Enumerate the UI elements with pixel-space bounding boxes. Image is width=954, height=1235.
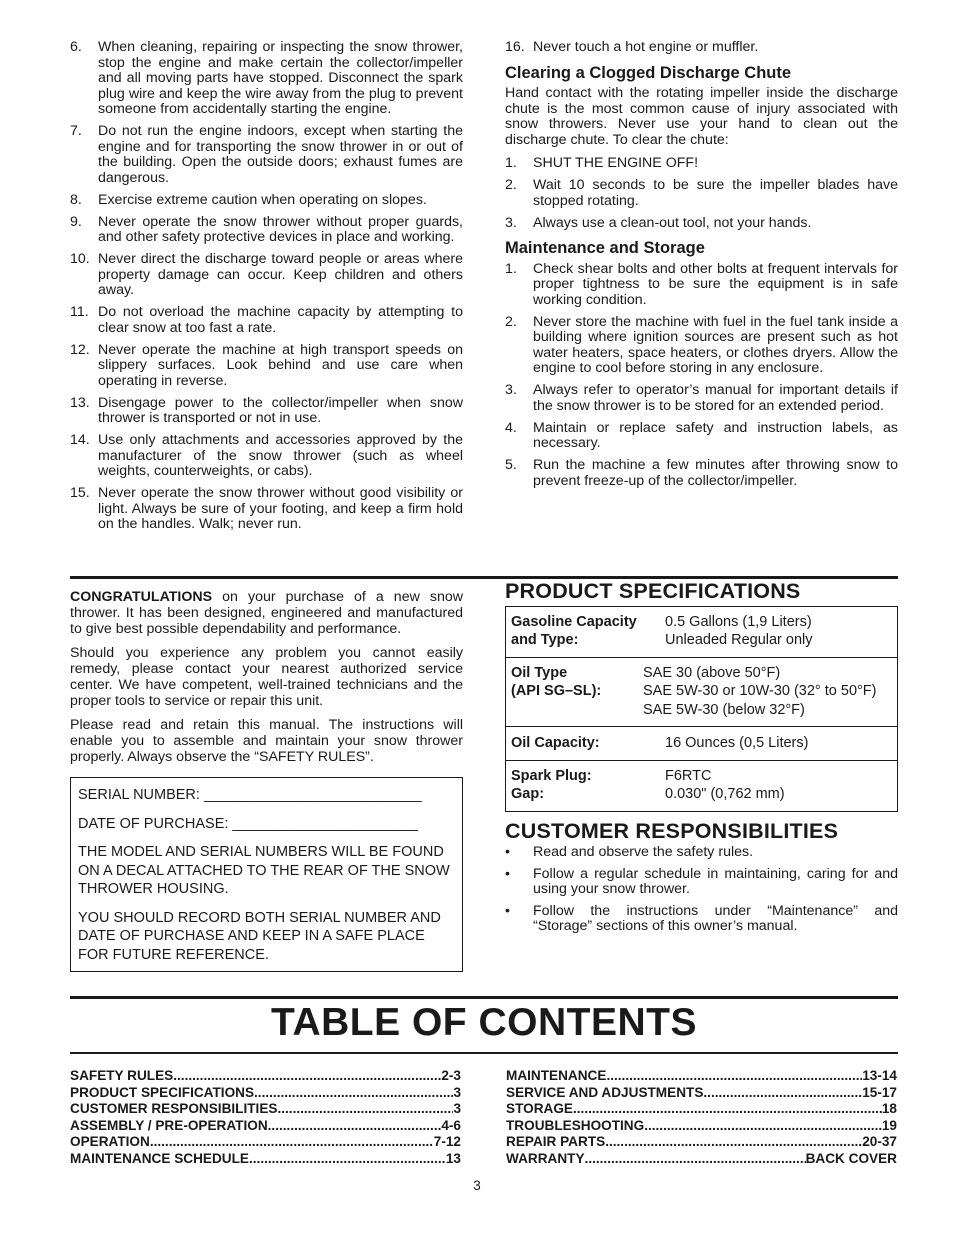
toc-entry-label: CUSTOMER RESPONSIBILITIES (70, 1101, 278, 1116)
spec-label-line: Spark Plug: (511, 767, 592, 784)
toc-entry-page: 13-14 (862, 1068, 897, 1083)
rule-text: Exercise extreme caution when operating on slopes. (98, 191, 427, 208)
spec-label-line: Oil Type (511, 664, 568, 681)
storage-step (505, 383, 898, 414)
step-text: Always refer to operator’s manual for important details if the snow thrower is to be stored for an extended period. (533, 382, 898, 414)
toc-entry-label: MAINTENANCE SCHEDULE (70, 1150, 249, 1166)
step-text: Maintain or replace safety and instruction labels, as necessary. (533, 419, 898, 451)
toc-entry-label: REPAIR PARTS (506, 1134, 606, 1149)
step-text: SHUT THE ENGINE OFF! (533, 155, 699, 171)
bullet-icon: • (505, 865, 510, 882)
list-item-text: Follow a regular schedule in maintaining, caring for and using your snow thrower. (533, 865, 898, 897)
responsibilities-list (505, 845, 898, 935)
toc-entry[interactable] (506, 1085, 897, 1102)
spec-value-line: SAE 30 (above 50°F) (643, 664, 781, 681)
toc-leader (644, 1118, 882, 1135)
record-box (70, 777, 463, 972)
safety-rule-6 (70, 40, 463, 118)
list-item-text: Read and observe the safety rules. (533, 844, 754, 860)
storage-step (505, 421, 898, 452)
toc-entry-page: 7-12 (433, 1134, 461, 1149)
congrats-paragraph (70, 589, 463, 637)
toc-leader (703, 1085, 862, 1102)
safety-rules-right (505, 40, 898, 496)
step-text: Never store the machine with fuel in the fuel tank inside a building where ignition sources are present such as hot water heaters, space heaters, or clothes dryers. Allow the engine to cool before storing in any enclosure. (533, 313, 898, 376)
service-paragraph: Should you experience any problem you cannot easily remedy, please contact your nearest authorized service center. We have competent, well-trained technicians and the proper tools to service or repair this unit. (70, 645, 463, 709)
rule-text: Never touch a hot engine or muffler. (533, 39, 759, 55)
step-number: 1. (505, 260, 517, 277)
step-number: 3. (505, 382, 517, 398)
toc-entry[interactable] (506, 1068, 897, 1085)
step-text: Check shear bolts and other bolts at frequent intervals for proper tightness to be sure the equipment is in safe working condition. (533, 260, 898, 308)
rule-text: When cleaning, repairing or inspecting the snow thrower, stop the engine and make certain the collector/impeller and all moving parts have stopped. Disconnect the spark plug wire and keep the wire away from the plug to prevent someone from accidentally starting the engine. (98, 39, 463, 117)
spec-value-line: F6RTC (665, 767, 712, 784)
toc-leader (606, 1068, 862, 1085)
rule-number: 13. (70, 394, 90, 411)
safety-rule-16 (505, 40, 898, 56)
safety-rule-15 (70, 486, 463, 533)
specs-section (505, 579, 898, 941)
toc-leader (173, 1068, 441, 1085)
toc-entry[interactable] (70, 1068, 461, 1085)
toc-right-column (506, 1068, 897, 1167)
toc-leader (277, 1101, 453, 1118)
toc-leader (585, 1151, 806, 1168)
safety-rule-14 (70, 433, 463, 480)
toc-entry[interactable] (506, 1118, 897, 1135)
toc-entry-page: BACK COVER (805, 1150, 897, 1166)
step-text: Wait 10 seconds to be sure the impeller blades have stopped rotating. (533, 177, 898, 209)
list-item (505, 845, 898, 861)
toc-entry[interactable] (506, 1134, 897, 1151)
storage-heading: Maintenance and Storage (505, 239, 705, 257)
rule-number: 14. (70, 432, 90, 448)
chute-intro: Hand contact with the rotating impeller inside the discharge chute is the most common cause of injury associated with snow throwers. Never use your hand to clean out the discharge chute. To clear the chute: (505, 85, 898, 148)
section-divider (70, 1052, 898, 1054)
spec-label (511, 664, 643, 720)
rule-number: 7. (70, 123, 82, 139)
chute-step (505, 216, 898, 232)
toc-entry[interactable] (70, 1134, 461, 1151)
record-reminder-note: YOU SHOULD RECORD BOTH SERIAL NUMBER AND DATE OF PURCHASE AND KEEP IN A SAFE PLACE FOR FUTURE REFERENCE. (78, 909, 441, 963)
rule-text: Never operate the snow thrower without proper guards, and other safety protective devices in place and working. (98, 213, 463, 245)
spec-label (511, 613, 665, 650)
spec-value: 16 Ounces (0,5 Liters) (665, 735, 809, 751)
toc-entry-label: OPERATION (70, 1134, 150, 1149)
step-number: 5. (505, 457, 517, 473)
toc-entry-label: SAFETY RULES (70, 1068, 174, 1083)
toc-entry-label: TROUBLESHOOTING (506, 1117, 645, 1133)
congrats-text: on your purchase of a new snow thrower. It has been designed, engineered and manufactured to give best possible dependability and performance. (70, 589, 463, 637)
step-number: 3. (505, 214, 517, 231)
toc-entry-label: STORAGE (506, 1101, 573, 1116)
toc-leader (249, 1151, 446, 1168)
toc-entry-label: MAINTENANCE (506, 1068, 607, 1083)
safety-rule-12 (70, 343, 463, 390)
toc-left-column (70, 1068, 461, 1167)
step-number: 1. (505, 155, 517, 171)
spec-row-gasoline (506, 607, 897, 658)
spec-value (643, 664, 877, 720)
toc-entry-page: 3 (453, 1101, 461, 1116)
rule-text: Use only attachments and accessories approved by the manufacturer of the snow thrower (such as wheel weights, counterweights, or cabs). (98, 432, 463, 479)
step-text: Always use a clean-out tool, not your hands. (533, 214, 812, 231)
toc-entry-label: SERVICE AND ADJUSTMENTS (506, 1084, 704, 1100)
specs-table (505, 606, 898, 812)
model-location-note: THE MODEL AND SERIAL NUMBERS WILL BE FOUND ON A DECAL ATTACHED TO THE REAR OF THE SNOW THROWER HOUSING. (78, 844, 450, 897)
toc-entry-label: PRODUCT SPECIFICATIONS (70, 1084, 255, 1100)
rule-number: 10. (70, 251, 90, 267)
rule-text: Do not run the engine indoors, except when starting the engine and for transporting the snow thrower in or out of the building. Open the outside doors; exhaust fumes are dangerous. (98, 123, 463, 186)
section-divider (70, 996, 898, 999)
list-item (505, 867, 898, 898)
toc-entry[interactable] (70, 1151, 461, 1168)
spec-value-line: SAE 5W-30 or 10W-30 (32° to 50°F) (643, 683, 877, 699)
toc-entry[interactable] (70, 1085, 461, 1102)
rule-number: 8. (70, 191, 82, 208)
bullet-icon: • (505, 844, 510, 860)
safety-rules-list-left (70, 40, 463, 539)
spec-row-oil-type (506, 658, 897, 728)
responsibilities-heading: CUSTOMER RESPONSIBILITIES (505, 818, 839, 843)
spec-label-line: (API SG–SL): (511, 683, 602, 699)
rule-number: 9. (70, 213, 82, 230)
spec-value-line: 0.5 Gallons (1,9 Liters) (665, 613, 812, 630)
safety-rule-9 (70, 215, 463, 246)
toc-entry-page: 4-6 (441, 1117, 461, 1133)
safety-rule-11 (70, 305, 463, 336)
toc-entry-page: 13 (445, 1150, 461, 1166)
toc-entry-page: 2-3 (441, 1068, 461, 1083)
toc-entry[interactable] (70, 1101, 461, 1118)
toc-entry-page: 20-37 (862, 1134, 897, 1149)
toc-leader (268, 1118, 442, 1135)
toc-entry-label: ASSEMBLY / PRE-OPERATION (70, 1117, 268, 1133)
rule-text: Do not overload the machine capacity by attempting to clear snow at too fast a rate. (98, 304, 463, 336)
rule-number: 11. (70, 304, 89, 320)
retain-paragraph: Please read and retain this manual. The instructions will enable you to assemble and maintain your snow thrower properly. Always observe the “SAFETY RULES”. (70, 717, 463, 765)
spec-label (511, 767, 665, 804)
rule-number: 15. (70, 485, 90, 501)
step-number: 2. (505, 177, 517, 193)
spec-label: Oil Capacity: (511, 735, 600, 751)
spec-value (665, 613, 813, 650)
specs-heading: PRODUCT SPECIFICATIONS (505, 579, 801, 603)
rule-number: 12. (70, 341, 90, 358)
rule-text: Disengage power to the collector/impeller when snow thrower is transported or not in use. (98, 394, 463, 426)
spec-row-spark-plug (506, 761, 897, 811)
safety-rule-10 (70, 252, 463, 299)
toc-leader (254, 1085, 453, 1102)
toc-title: TABLE OF CONTENTS (271, 1001, 697, 1044)
rule-text: Never operate the snow thrower without good visibility or light. Always be sure of your footing, and keep a firm hold on the handles. Walk; never run. (98, 485, 463, 532)
chute-step (505, 156, 898, 172)
step-number: 4. (505, 419, 517, 436)
congrats-bold: CONGRATULATIONS (70, 589, 213, 605)
toc-leader (150, 1134, 434, 1151)
intro-section (70, 589, 463, 972)
rule-number: 16. (505, 39, 525, 55)
storage-step (505, 458, 898, 489)
page-number: 3 (473, 1178, 481, 1193)
toc-entry-page: 18 (881, 1101, 897, 1116)
spec-row-oil-capacity (506, 727, 897, 761)
toc-entry[interactable] (70, 1118, 461, 1135)
toc-entry[interactable] (506, 1151, 897, 1168)
rule-number: 6. (70, 39, 82, 55)
list-item (505, 904, 898, 935)
bullet-icon: • (505, 902, 510, 919)
storage-step (505, 315, 898, 377)
storage-step (505, 262, 898, 309)
safety-rule-8 (70, 193, 463, 209)
step-text: Run the machine a few minutes after throwing snow to prevent freeze-up of the collector/impeller. (533, 457, 898, 489)
chute-heading: Clearing a Clogged Discharge Chute (505, 63, 792, 82)
list-item-text: Follow the instructions under “Maintenance” and “Storage” sections of this owner’s manual. (533, 902, 898, 934)
rule-text: Never operate the machine at high transport speeds on slippery surfaces. Look behind and use care when operating in reverse. (98, 341, 463, 389)
spec-value-line: 0.030" (0,762 mm) (665, 786, 785, 802)
toc-entry-page: 3 (453, 1084, 461, 1100)
toc-leader (573, 1101, 882, 1118)
serial-number-line: SERIAL NUMBER: ___________________________ (78, 787, 422, 803)
spec-value-line: SAE 5W-30 (below 32°F) (643, 701, 805, 718)
spec-value-line: Unleaded Regular only (665, 632, 813, 648)
toc-entry-page: 19 (881, 1117, 897, 1133)
date-of-purchase-line: DATE OF PURCHASE: _______________________ (78, 815, 418, 832)
step-number: 2. (505, 313, 517, 330)
spec-label-line: and Type: (511, 632, 579, 648)
safety-rule-7 (70, 124, 463, 186)
toc-entry-page: 15-17 (862, 1084, 897, 1100)
toc-entry[interactable] (506, 1101, 897, 1118)
rule-text: Never direct the discharge toward people or areas where property damage can occur. Keep children and others away. (98, 251, 463, 298)
spec-label-line: Gasoline Capacity (511, 613, 637, 630)
toc-entry-label: WARRANTY (506, 1150, 585, 1166)
safety-rule-13 (70, 396, 463, 427)
chute-step (505, 178, 898, 209)
toc-leader (605, 1134, 862, 1151)
spec-label-line: Gap: (511, 786, 545, 802)
spec-value (665, 767, 785, 804)
